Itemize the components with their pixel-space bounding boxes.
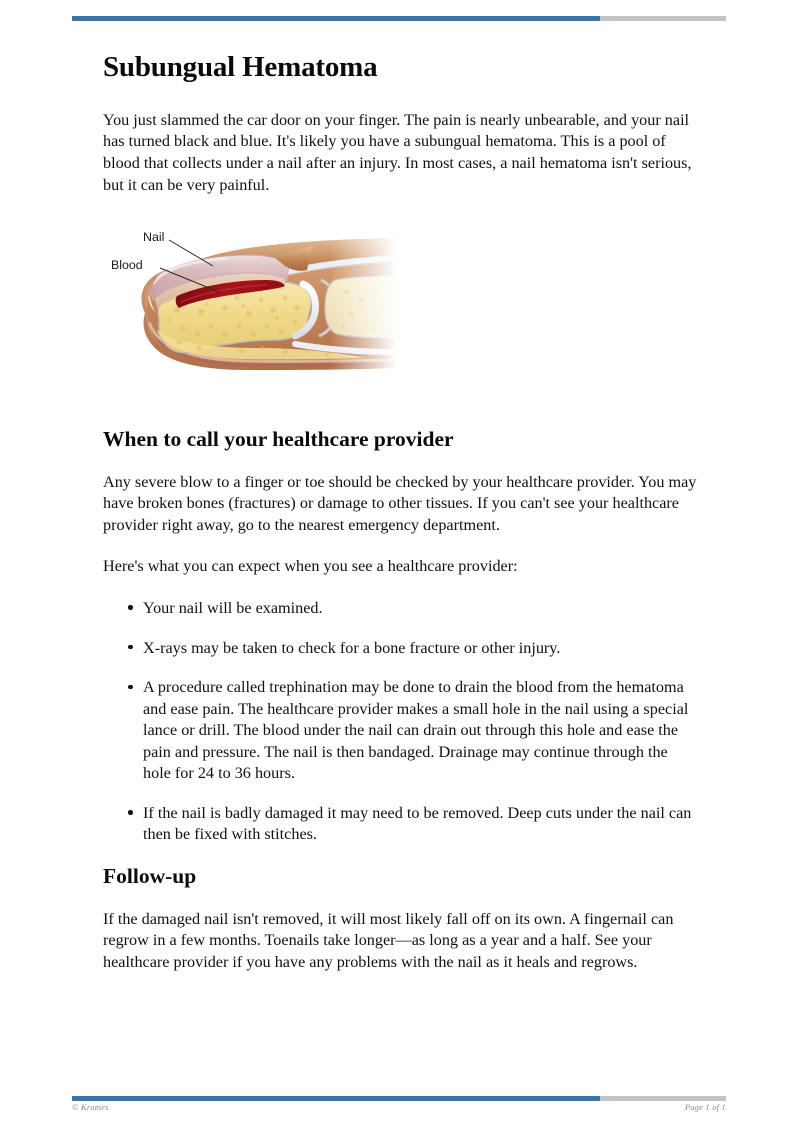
footer-copyright: © Krames	[72, 1102, 109, 1112]
section-paragraph: Here's what you can expect when you see a healthcare provider:	[103, 557, 518, 576]
illustration-label-nail: Nail	[143, 230, 165, 245]
list-item	[103, 803, 697, 846]
list-item	[103, 598, 697, 620]
list-item	[103, 638, 697, 660]
footer-rule-blue-segment	[72, 1096, 600, 1101]
header-rule-gray-segment	[600, 16, 726, 21]
footer-page-indicator: Page 1 of 1	[684, 1102, 726, 1112]
right-fade-mask	[257, 218, 397, 393]
section-paragraph: Any severe blow to a finger or toe should be checked by your healthcare provider. You may have broken bones (fractures) or damage to other tissues. If you can't see your healthcare provider right away, go to the nearest emergency department.	[103, 472, 697, 534]
bullet-dot-icon	[128, 605, 133, 610]
section-heading-when-to-call: When to call your healthcare provider	[103, 427, 454, 452]
list-item-text: If the nail is badly damaged it may need to be removed. Deep cuts under the nail can then be fixed with stitches.	[143, 803, 692, 844]
bullet-dot-icon	[128, 810, 133, 815]
list-item-text: A procedure called trephination may be done to drain the blood from the hematoma and ease pain. The healthcare provider makes a small hole in the nail using a special lance or drill. The blood under the nail can drain out through this hole and ease the pain and pressure. The nail is then bandaged. Drainage may continue through the hole for 24 to 36 hours.	[143, 678, 689, 783]
anatomy-illustration	[107, 218, 397, 393]
section-heading-follow-up: Follow-up	[103, 863, 197, 888]
illustration-label-blood: Blood	[111, 258, 143, 273]
page-title: Subungual Hematoma	[103, 51, 378, 83]
intro-paragraph: You just slammed the car door on your finger. The pain is nearly unbearable, and your nail has turned black and blue. It's likely you have a subungual hematoma. This is a pool of blood that collects under a nail after an injury. In most cases, a nail hematoma isn't serious, but it can be very painful.	[103, 110, 692, 194]
document-content	[103, 52, 697, 973]
bullet-dot-icon	[128, 645, 133, 650]
header-rule	[72, 16, 726, 21]
layout-spacer	[103, 393, 697, 427]
list-item-text: X-rays may be taken to check for a bone fracture or other injury.	[143, 638, 561, 657]
illustration-body	[107, 218, 397, 393]
footer-rule-gray-segment	[600, 1096, 726, 1101]
footer-rule	[72, 1096, 726, 1101]
expectations-bullet-list	[103, 598, 697, 846]
section-paragraph: If the damaged nail isn't removed, it will most likely fall off on its own. A fingernail can regrow in a few months. Toenails take longer—as long as a year and a half. See your healthcare provider if you have any problems with the nail as it heals and regrows.	[103, 909, 674, 971]
fingertip-cross-section-graphic	[107, 218, 397, 393]
bullet-dot-icon	[128, 685, 133, 690]
header-rule-blue-segment	[72, 16, 600, 21]
list-item-text: Your nail will be examined.	[143, 598, 323, 617]
page-footer	[72, 1102, 726, 1112]
list-item	[103, 677, 697, 785]
